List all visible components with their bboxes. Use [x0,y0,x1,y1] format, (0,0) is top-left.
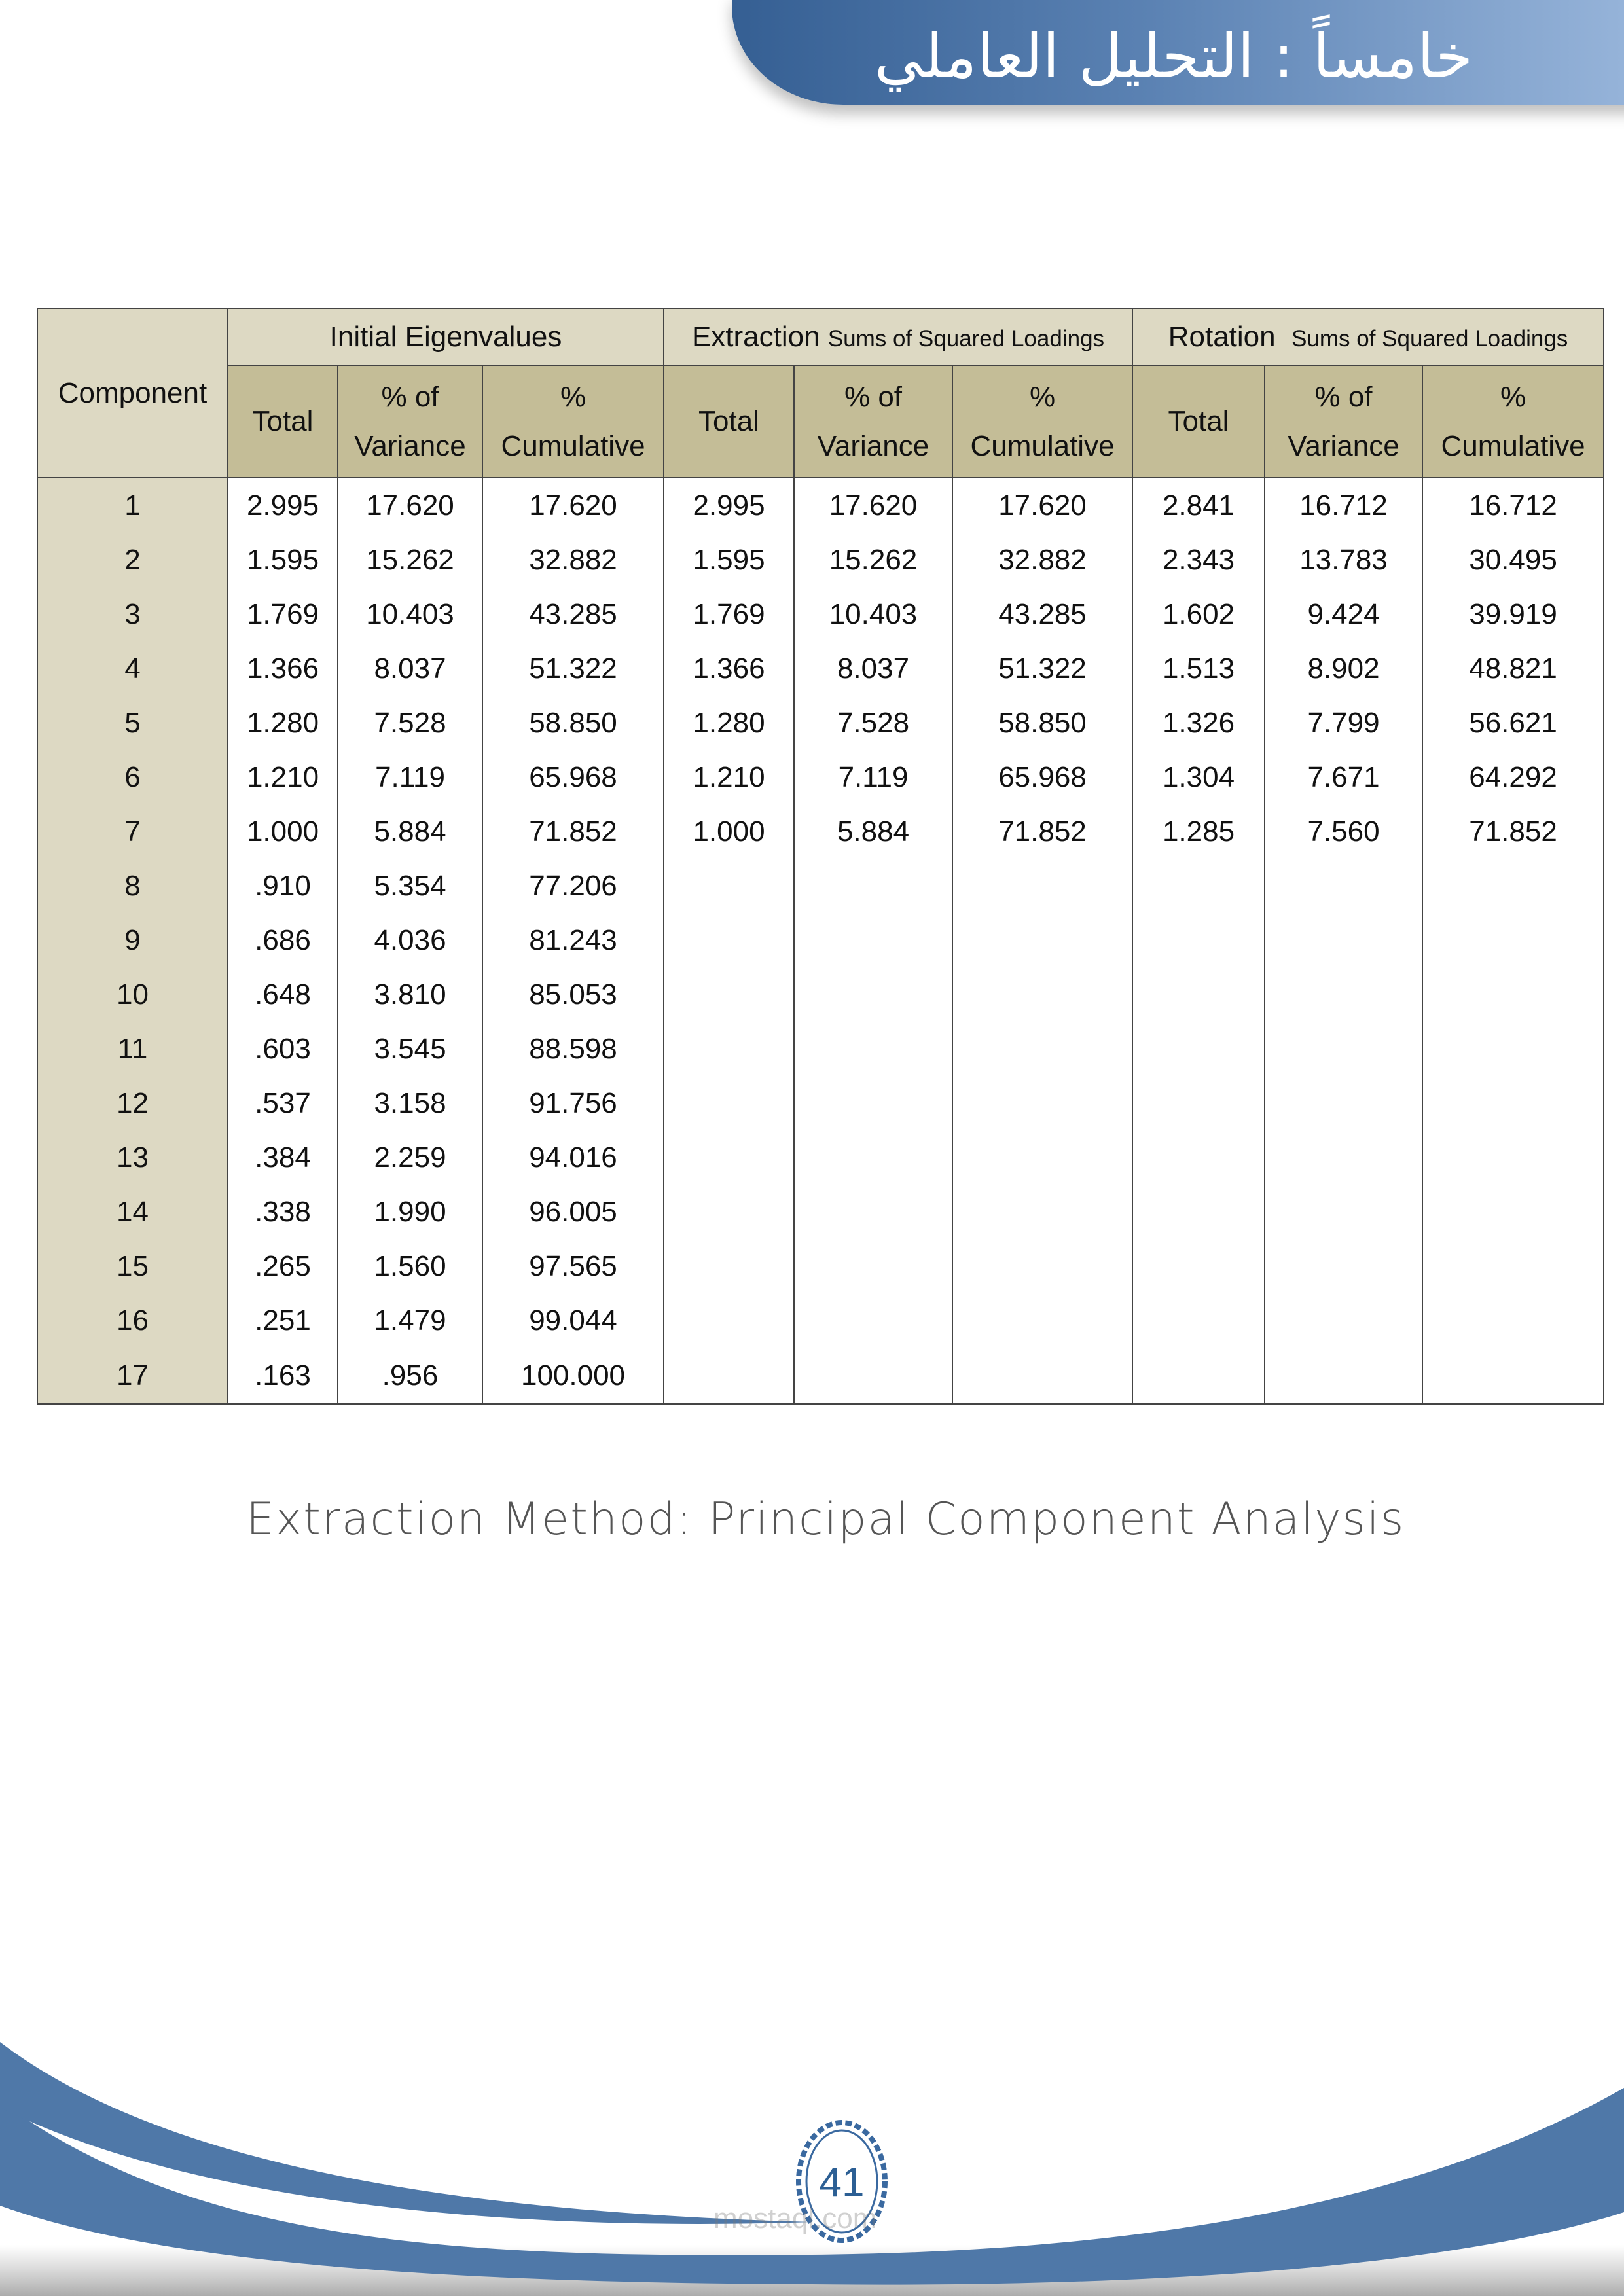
empty-cell [1265,1130,1422,1185]
subheader-label: % [1029,381,1056,413]
group-header-extraction [664,308,1132,365]
empty-cell [794,1293,952,1348]
empty-cell [664,1239,794,1293]
total-variance-table [37,308,1604,1405]
extraction-cell: 2.995 [664,478,794,533]
component-cell: 8 [37,859,228,913]
initial-cell: 51.322 [482,641,664,696]
subheader-pct-variance [338,365,482,478]
table-row [37,1293,1604,1348]
initial-cell: 2.259 [338,1130,482,1185]
component-cell: 9 [37,913,228,967]
extraction-cell: 32.882 [952,533,1132,587]
initial-cell: .648 [228,967,338,1022]
subheader-label: Cumulative [501,430,645,462]
empty-cell [664,1185,794,1239]
rotation-cell: 1.304 [1132,750,1265,804]
group-header-initial [228,308,664,365]
table-row [37,1185,1604,1239]
empty-cell [794,1185,952,1239]
extraction-cell: 10.403 [794,587,952,641]
table-row [37,641,1604,696]
rotation-cell: 39.919 [1422,587,1604,641]
empty-cell [1422,1130,1604,1185]
subheader-label: Variance [817,430,929,462]
empty-cell [952,1022,1132,1076]
initial-cell: 99.044 [482,1293,664,1348]
component-cell: 13 [37,1130,228,1185]
page-number: 41 [819,2160,865,2205]
initial-cell: 1.560 [338,1239,482,1293]
initial-cell: 17.620 [482,478,664,533]
component-cell: 3 [37,587,228,641]
empty-cell [952,1076,1132,1130]
table-row [37,967,1604,1022]
initial-cell: .384 [228,1130,338,1185]
empty-cell [952,967,1132,1022]
empty-cell [1265,1348,1422,1404]
extraction-cell: 1.210 [664,750,794,804]
empty-cell [794,1239,952,1293]
initial-cell: 5.354 [338,859,482,913]
component-cell: 10 [37,967,228,1022]
empty-cell [794,913,952,967]
rotation-cell: 56.621 [1422,696,1604,750]
initial-cell: 88.598 [482,1022,664,1076]
empty-cell [1422,1185,1604,1239]
empty-cell [664,1130,794,1185]
subheader-cumulative [1422,365,1604,478]
empty-cell [952,913,1132,967]
initial-cell: 32.882 [482,533,664,587]
table-row [37,1130,1604,1185]
rotation-cell: 7.671 [1265,750,1422,804]
empty-cell [1132,1348,1265,1404]
subheader-label: Cumulative [1441,430,1585,462]
rotation-cell: 64.292 [1422,750,1604,804]
component-cell: 4 [37,641,228,696]
empty-cell [794,1348,952,1404]
subheader-total [228,365,338,478]
section-title: خامساً : التحليل العاملي [874,22,1473,92]
initial-cell: .956 [338,1348,482,1404]
initial-cell: .265 [228,1239,338,1293]
table-row [37,859,1604,913]
extraction-cell: 71.852 [952,804,1132,859]
empty-cell [1265,1239,1422,1293]
extraction-cell: 7.119 [794,750,952,804]
initial-cell: 1.210 [228,750,338,804]
empty-cell [952,1348,1132,1404]
initial-cell: 10.403 [338,587,482,641]
empty-cell [1422,1076,1604,1130]
group-title: Extraction [691,320,820,353]
initial-cell: 3.810 [338,967,482,1022]
empty-cell [1422,1239,1604,1293]
table-row [37,1239,1604,1293]
rotation-cell: 13.783 [1265,533,1422,587]
group-header-rotation [1132,308,1604,365]
rotation-cell: 1.326 [1132,696,1265,750]
initial-cell: 1.769 [228,587,338,641]
table-row [37,750,1604,804]
initial-cell: 94.016 [482,1130,664,1185]
component-cell: 14 [37,1185,228,1239]
empty-cell [1132,859,1265,913]
subheader-total [1132,365,1265,478]
initial-cell: .338 [228,1185,338,1239]
initial-cell: 17.620 [338,478,482,533]
subheader-label: Total [252,405,314,437]
empty-cell [1422,913,1604,967]
empty-cell [1265,1293,1422,1348]
table-row [37,478,1604,533]
subheader-pct-variance [1265,365,1422,478]
rotation-cell: 16.712 [1265,478,1422,533]
rotation-cell: 8.902 [1265,641,1422,696]
table-row [37,913,1604,967]
empty-cell [1132,1130,1265,1185]
initial-cell: 1.280 [228,696,338,750]
empty-cell [1132,1293,1265,1348]
empty-cell [794,967,952,1022]
table-row [37,1076,1604,1130]
extraction-cell: 1.595 [664,533,794,587]
extraction-cell: 17.620 [952,478,1132,533]
initial-cell: .910 [228,859,338,913]
extraction-cell: 65.968 [952,750,1132,804]
initial-cell: 1.000 [228,804,338,859]
initial-cell: 81.243 [482,913,664,967]
empty-cell [1422,859,1604,913]
initial-cell: .686 [228,913,338,967]
initial-cell: 5.884 [338,804,482,859]
extraction-cell: 1.280 [664,696,794,750]
subheader-label: Total [1168,405,1229,437]
rotation-cell: 48.821 [1422,641,1604,696]
subheader-label: Total [698,405,759,437]
empty-cell [1132,1076,1265,1130]
extraction-cell: 8.037 [794,641,952,696]
extraction-method-caption: Extraction Method: Principal Component Analysis [246,1494,1405,1545]
initial-cell: 96.005 [482,1185,664,1239]
empty-cell [1265,859,1422,913]
component-cell: 11 [37,1022,228,1076]
group-subtitle: Sums of Squared Loadings [827,325,1105,351]
initial-cell: 2.995 [228,478,338,533]
initial-cell: .603 [228,1022,338,1076]
subheader-cumulative [952,365,1132,478]
table-row [37,1022,1604,1076]
empty-cell [794,1022,952,1076]
subheader-label: Cumulative [970,430,1115,462]
rotation-cell: 7.560 [1265,804,1422,859]
initial-cell: 97.565 [482,1239,664,1293]
empty-cell [952,859,1132,913]
rotation-cell: 1.602 [1132,587,1265,641]
component-cell: 5 [37,696,228,750]
table-row [37,696,1604,750]
empty-cell [952,1239,1132,1293]
component-cell: 7 [37,804,228,859]
initial-cell: 1.479 [338,1293,482,1348]
empty-cell [1132,967,1265,1022]
subheader-label: % [560,381,586,413]
empty-cell [664,1293,794,1348]
empty-cell [1422,1348,1604,1404]
watermark: mostaql.com [713,2202,877,2234]
extraction-cell: 51.322 [952,641,1132,696]
extraction-cell: 1.000 [664,804,794,859]
empty-cell [794,1076,952,1130]
initial-cell: .537 [228,1076,338,1130]
group-title: Rotation [1168,320,1276,353]
table-row [37,533,1604,587]
initial-cell: 100.000 [482,1348,664,1404]
initial-cell: .163 [228,1348,338,1404]
initial-cell: 8.037 [338,641,482,696]
empty-cell [1422,967,1604,1022]
extraction-cell: 43.285 [952,587,1132,641]
empty-cell [664,1022,794,1076]
empty-cell [952,1130,1132,1185]
empty-cell [1265,1076,1422,1130]
rotation-cell: 7.799 [1265,696,1422,750]
initial-cell: 7.528 [338,696,482,750]
initial-cell: 71.852 [482,804,664,859]
empty-cell [1422,1022,1604,1076]
initial-cell: 65.968 [482,750,664,804]
subheader-label: Variance [354,430,466,462]
table-row [37,1348,1604,1404]
component-cell: 17 [37,1348,228,1404]
empty-cell [1265,1185,1422,1239]
initial-cell: 91.756 [482,1076,664,1130]
group-title: Initial Eigenvalues [329,320,562,353]
rotation-cell: 9.424 [1265,587,1422,641]
empty-cell [664,1076,794,1130]
empty-cell [1132,1185,1265,1239]
empty-cell [664,967,794,1022]
component-cell: 2 [37,533,228,587]
empty-cell [1132,1239,1265,1293]
subheader-total [664,365,794,478]
initial-cell: 7.119 [338,750,482,804]
extraction-cell: 1.366 [664,641,794,696]
empty-cell [1265,1022,1422,1076]
empty-cell [1265,913,1422,967]
empty-cell [794,1130,952,1185]
initial-cell: 15.262 [338,533,482,587]
rotation-cell: 1.285 [1132,804,1265,859]
subheader-pct-variance [794,365,952,478]
extraction-cell: 7.528 [794,696,952,750]
empty-cell [1422,1293,1604,1348]
subheader-label: % [1500,381,1526,413]
empty-cell [1132,913,1265,967]
table-row [37,587,1604,641]
rotation-cell: 2.841 [1132,478,1265,533]
rotation-cell: 2.343 [1132,533,1265,587]
empty-cell [794,859,952,913]
empty-cell [664,859,794,913]
extraction-cell: 1.769 [664,587,794,641]
empty-cell [664,913,794,967]
extraction-cell: 58.850 [952,696,1132,750]
rotation-cell: 1.513 [1132,641,1265,696]
initial-cell: 1.595 [228,533,338,587]
rotation-cell: 30.495 [1422,533,1604,587]
rotation-cell: 71.852 [1422,804,1604,859]
component-header: Component [37,308,228,478]
subheader-cumulative [482,365,664,478]
initial-cell: 1.990 [338,1185,482,1239]
initial-cell: 43.285 [482,587,664,641]
subheader-label: Variance [1288,430,1399,462]
initial-cell: 58.850 [482,696,664,750]
empty-cell [664,1348,794,1404]
initial-cell: 85.053 [482,967,664,1022]
component-cell: 15 [37,1239,228,1293]
component-cell: 16 [37,1293,228,1348]
rotation-cell: 16.712 [1422,478,1604,533]
initial-cell: .251 [228,1293,338,1348]
extraction-cell: 5.884 [794,804,952,859]
initial-cell: 1.366 [228,641,338,696]
group-subtitle: Sums of Squared Loadings [1291,325,1568,351]
initial-cell: 4.036 [338,913,482,967]
subheader-label: % of [381,381,439,413]
component-cell: 6 [37,750,228,804]
initial-cell: 3.158 [338,1076,482,1130]
subheader-label: % of [844,381,903,413]
component-cell: 12 [37,1076,228,1130]
initial-cell: 77.206 [482,859,664,913]
table-row [37,804,1604,859]
component-cell: 1 [37,478,228,533]
extraction-cell: 17.620 [794,478,952,533]
empty-cell [952,1185,1132,1239]
empty-cell [1132,1022,1265,1076]
empty-cell [952,1293,1132,1348]
initial-cell: 3.545 [338,1022,482,1076]
extraction-cell: 15.262 [794,533,952,587]
subheader-label: % of [1314,381,1373,413]
empty-cell [1265,967,1422,1022]
